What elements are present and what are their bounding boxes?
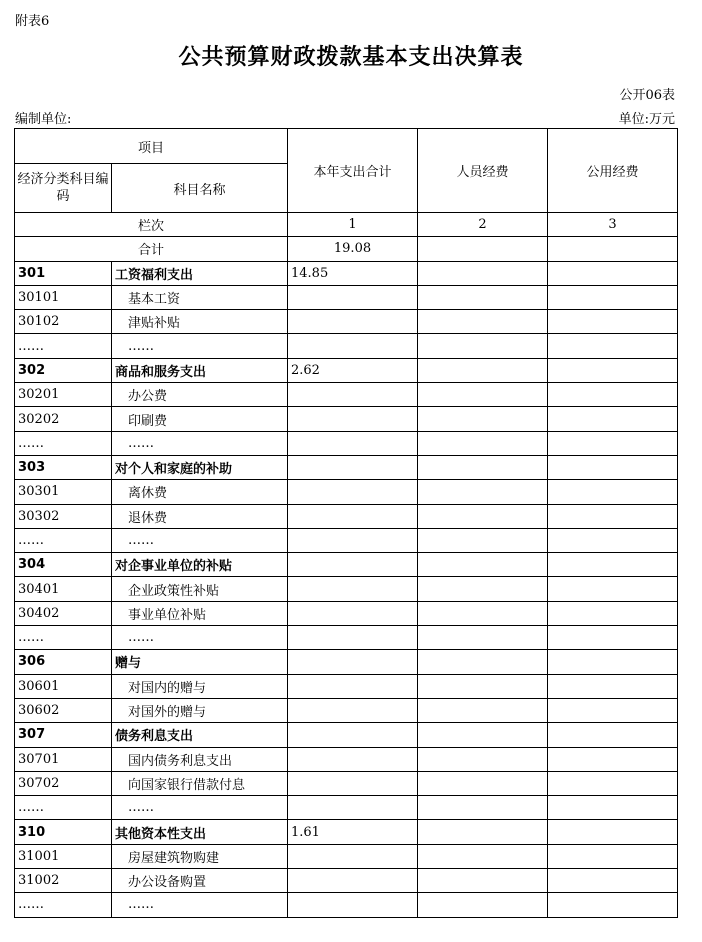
personnel-cell bbox=[418, 407, 548, 431]
name-cell: 津贴补贴 bbox=[112, 310, 288, 334]
table-row bbox=[15, 310, 678, 334]
public-cell bbox=[548, 626, 678, 650]
name-cell: …… bbox=[112, 431, 288, 455]
total-cell bbox=[288, 674, 418, 698]
total-cell bbox=[288, 431, 418, 455]
code-cell: …… bbox=[15, 796, 112, 820]
name-cell: …… bbox=[112, 796, 288, 820]
public-column-header: 公用经费 bbox=[548, 129, 678, 213]
name-cell: 企业政策性补贴 bbox=[112, 577, 288, 601]
total-row bbox=[15, 237, 678, 261]
total-cell bbox=[288, 407, 418, 431]
table-row bbox=[15, 844, 678, 868]
table-row bbox=[15, 285, 678, 309]
personnel-cell bbox=[418, 455, 548, 479]
public-cell bbox=[548, 723, 678, 747]
name-cell: 商品和服务支出 bbox=[112, 358, 288, 382]
total-value: 19.08 bbox=[288, 237, 418, 261]
personnel-column-header: 人员经费 bbox=[418, 129, 548, 213]
table-row bbox=[15, 747, 678, 771]
total-cell bbox=[288, 383, 418, 407]
name-cell: 办公费 bbox=[112, 383, 288, 407]
name-cell: …… bbox=[112, 528, 288, 552]
table-row bbox=[15, 771, 678, 795]
code-cell: 30702 bbox=[15, 771, 112, 795]
personnel-cell bbox=[418, 528, 548, 552]
public-cell bbox=[548, 893, 678, 917]
personnel-cell bbox=[418, 869, 548, 893]
code-cell: 30301 bbox=[15, 480, 112, 504]
personnel-cell bbox=[418, 844, 548, 868]
total-cell bbox=[288, 310, 418, 334]
header-row-1 bbox=[15, 129, 678, 164]
name-cell: 对个人和家庭的补助 bbox=[112, 455, 288, 479]
code-cell: 30102 bbox=[15, 310, 112, 334]
personnel-cell bbox=[418, 504, 548, 528]
personnel-cell bbox=[418, 261, 548, 285]
code-cell: 306 bbox=[15, 650, 112, 674]
code-cell: 304 bbox=[15, 553, 112, 577]
name-cell: …… bbox=[112, 626, 288, 650]
personnel-cell bbox=[418, 310, 548, 334]
code-cell: 30202 bbox=[15, 407, 112, 431]
personnel-cell bbox=[418, 383, 548, 407]
name-cell: 对企事业单位的补贴 bbox=[112, 553, 288, 577]
table-row bbox=[15, 407, 678, 431]
code-cell: 303 bbox=[15, 455, 112, 479]
table-row bbox=[15, 528, 678, 552]
public-cell bbox=[548, 455, 678, 479]
public-cell bbox=[548, 528, 678, 552]
total-cell bbox=[288, 553, 418, 577]
name-cell: …… bbox=[112, 334, 288, 358]
personnel-cell bbox=[418, 723, 548, 747]
table-row bbox=[15, 869, 678, 893]
code-cell: …… bbox=[15, 334, 112, 358]
public-cell bbox=[548, 650, 678, 674]
public-cell bbox=[548, 383, 678, 407]
code-cell: …… bbox=[15, 626, 112, 650]
table-row bbox=[15, 431, 678, 455]
name-cell: 国内债务利息支出 bbox=[112, 747, 288, 771]
total-cell bbox=[288, 601, 418, 625]
code-cell: …… bbox=[15, 528, 112, 552]
code-cell: 301 bbox=[15, 261, 112, 285]
table-row bbox=[15, 553, 678, 577]
unit-label: 单位:万元 bbox=[618, 112, 675, 127]
sequence-1: 1 bbox=[288, 213, 418, 237]
code-cell: 31002 bbox=[15, 869, 112, 893]
public-cell bbox=[548, 601, 678, 625]
total-cell bbox=[288, 650, 418, 674]
total-personnel bbox=[418, 237, 548, 261]
personnel-cell bbox=[418, 747, 548, 771]
public-cell bbox=[548, 747, 678, 771]
table-row bbox=[15, 455, 678, 479]
table-row bbox=[15, 334, 678, 358]
personnel-cell bbox=[418, 674, 548, 698]
name-cell: 对国外的赠与 bbox=[112, 698, 288, 722]
public-cell bbox=[548, 698, 678, 722]
code-cell: 30302 bbox=[15, 504, 112, 528]
total-label: 合计 bbox=[15, 237, 288, 261]
personnel-cell bbox=[418, 480, 548, 504]
code-cell: 30402 bbox=[15, 601, 112, 625]
total-cell bbox=[288, 796, 418, 820]
name-cell: 离休费 bbox=[112, 480, 288, 504]
total-cell bbox=[288, 844, 418, 868]
public-cell bbox=[548, 844, 678, 868]
code-cell: 302 bbox=[15, 358, 112, 382]
public-cell bbox=[548, 504, 678, 528]
table-row bbox=[15, 893, 678, 917]
total-column-header: 本年支出合计 bbox=[288, 129, 418, 213]
public-cell bbox=[548, 869, 678, 893]
personnel-cell bbox=[418, 577, 548, 601]
name-column-header: 科目名称 bbox=[112, 164, 288, 213]
name-cell: 其他资本性支出 bbox=[112, 820, 288, 844]
sequence-2: 2 bbox=[418, 213, 548, 237]
total-cell bbox=[288, 723, 418, 747]
name-cell: 办公设备购置 bbox=[112, 869, 288, 893]
table-row bbox=[15, 261, 678, 285]
public-cell bbox=[548, 553, 678, 577]
total-cell: 14.85 bbox=[288, 261, 418, 285]
total-cell bbox=[288, 869, 418, 893]
org-label: 编制单位: bbox=[15, 112, 72, 127]
public-cell bbox=[548, 431, 678, 455]
table-row bbox=[15, 504, 678, 528]
expenditure-table bbox=[14, 128, 678, 918]
total-cell bbox=[288, 334, 418, 358]
total-cell: 1.61 bbox=[288, 820, 418, 844]
table-row bbox=[15, 650, 678, 674]
total-cell bbox=[288, 577, 418, 601]
total-cell bbox=[288, 771, 418, 795]
total-cell bbox=[288, 698, 418, 722]
public-cell bbox=[548, 771, 678, 795]
name-cell: …… bbox=[112, 893, 288, 917]
total-cell bbox=[288, 455, 418, 479]
name-cell: 对国内的赠与 bbox=[112, 674, 288, 698]
name-cell: 债务利息支出 bbox=[112, 723, 288, 747]
name-cell: 赠与 bbox=[112, 650, 288, 674]
table-row bbox=[15, 577, 678, 601]
table-row bbox=[15, 820, 678, 844]
personnel-cell bbox=[418, 553, 548, 577]
table-row bbox=[15, 796, 678, 820]
code-cell: 30101 bbox=[15, 285, 112, 309]
total-cell bbox=[288, 626, 418, 650]
total-cell bbox=[288, 528, 418, 552]
personnel-cell bbox=[418, 771, 548, 795]
total-cell bbox=[288, 285, 418, 309]
sequence-label: 栏次 bbox=[15, 213, 288, 237]
code-cell: 30601 bbox=[15, 674, 112, 698]
name-cell: 工资福利支出 bbox=[112, 261, 288, 285]
code-cell: 30602 bbox=[15, 698, 112, 722]
personnel-cell bbox=[418, 893, 548, 917]
public-cell bbox=[548, 358, 678, 382]
code-cell: 30401 bbox=[15, 577, 112, 601]
code-cell: …… bbox=[15, 893, 112, 917]
sequence-row bbox=[15, 213, 678, 237]
table-row bbox=[15, 626, 678, 650]
personnel-cell bbox=[418, 698, 548, 722]
name-cell: 印刷费 bbox=[112, 407, 288, 431]
public-cell bbox=[548, 820, 678, 844]
total-cell bbox=[288, 747, 418, 771]
personnel-cell bbox=[418, 820, 548, 844]
name-cell: 向国家银行借款付息 bbox=[112, 771, 288, 795]
public-cell bbox=[548, 577, 678, 601]
form-number: 公开06表 bbox=[619, 88, 675, 103]
code-cell: 30201 bbox=[15, 383, 112, 407]
public-cell bbox=[548, 261, 678, 285]
personnel-cell bbox=[418, 285, 548, 309]
public-cell bbox=[548, 310, 678, 334]
table-row bbox=[15, 698, 678, 722]
personnel-cell bbox=[418, 431, 548, 455]
personnel-cell bbox=[418, 601, 548, 625]
personnel-cell bbox=[418, 626, 548, 650]
total-cell bbox=[288, 504, 418, 528]
name-cell: 房屋建筑物购建 bbox=[112, 844, 288, 868]
public-cell bbox=[548, 480, 678, 504]
public-cell bbox=[548, 407, 678, 431]
table-row bbox=[15, 601, 678, 625]
name-cell: 事业单位补贴 bbox=[112, 601, 288, 625]
item-header: 项目 bbox=[15, 129, 288, 164]
personnel-cell bbox=[418, 650, 548, 674]
personnel-cell bbox=[418, 358, 548, 382]
table-row bbox=[15, 674, 678, 698]
table-row bbox=[15, 480, 678, 504]
total-cell bbox=[288, 480, 418, 504]
code-cell: 307 bbox=[15, 723, 112, 747]
personnel-cell bbox=[418, 334, 548, 358]
sequence-3: 3 bbox=[548, 213, 678, 237]
name-cell: 退休费 bbox=[112, 504, 288, 528]
public-cell bbox=[548, 285, 678, 309]
code-cell: 310 bbox=[15, 820, 112, 844]
code-cell: 31001 bbox=[15, 844, 112, 868]
name-cell: 基本工资 bbox=[112, 285, 288, 309]
public-cell bbox=[548, 674, 678, 698]
public-cell bbox=[548, 334, 678, 358]
total-public bbox=[548, 237, 678, 261]
personnel-cell bbox=[418, 796, 548, 820]
table-row bbox=[15, 358, 678, 382]
attachment-label: 附表6 bbox=[15, 14, 50, 29]
page-title: 公共预算财政拨款基本支出决算表 bbox=[178, 45, 524, 70]
table-row bbox=[15, 383, 678, 407]
table-row bbox=[15, 723, 678, 747]
public-cell bbox=[548, 796, 678, 820]
code-column-header: 经济分类科目编码 bbox=[15, 164, 112, 213]
code-cell: …… bbox=[15, 431, 112, 455]
code-cell: 30701 bbox=[15, 747, 112, 771]
total-cell bbox=[288, 893, 418, 917]
total-cell: 2.62 bbox=[288, 358, 418, 382]
